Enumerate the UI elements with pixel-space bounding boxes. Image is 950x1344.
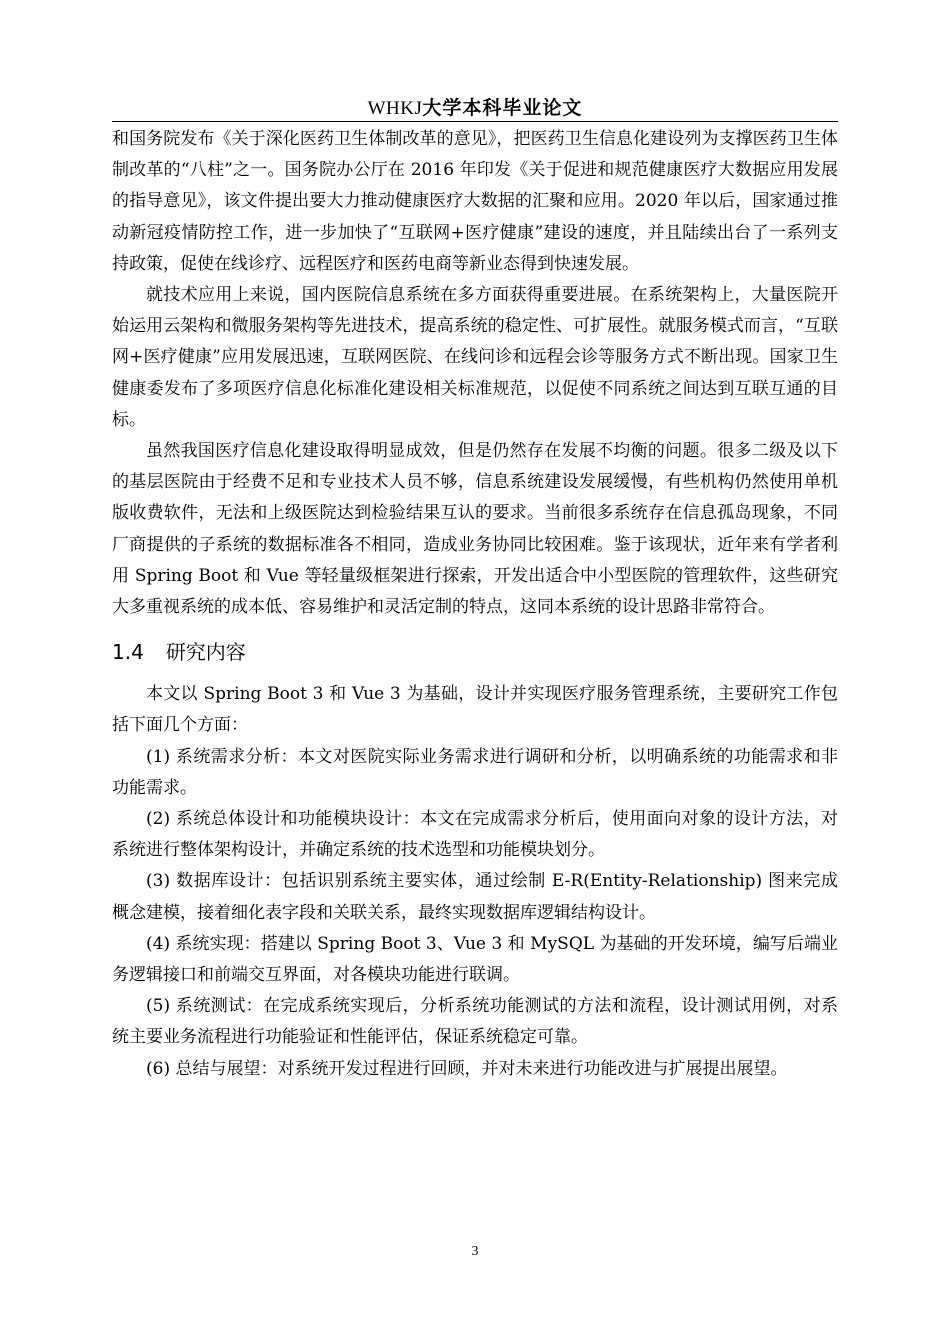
page-header [112,95,838,122]
list-item-summary: (6) 总结与展望：对系统开发过程进行回顾，并对未来进行功能改进与扩展提出展望。 [146,1058,788,1079]
list-item-testing: (5) 系统测试：在完成系统实现后，分析系统功能测试的方法和流程，设计测试用例，对系统主要业务流程进行功能验证和性能评估，保证系统稳定可靠。 [112,996,838,1048]
section-title: 研究内容 [165,640,246,665]
paragraph-continuation: 和国务院发布《关于深化医药卫生体制改革的意见》，把医药卫生信息化建设列为支撑医药卫生体制改革的“八柱”之一。国务院办公厅在 2016 年印发《关于促进和规范健康医疗大数据应用发展的指导意见》，该文件提出要大力推动健康医疗大数据的汇聚和应用。2020 年以后，国家通过推动新冠疫情防控工作，进一步加快了“互联网+医疗健康”建设的速度，并且陆续出台了一系列支持政策，促使在线诊疗、远程医疗和医药电商等新业态得到快速发展。 [112,129,838,274]
paragraph-tech-application: 就技术应用上来说，国内医院信息系统在多方面获得重要进展。在系统架构上，大量医院开始运用云架构和微服务架构等先进技术，提高系统的稳定性、可扩展性。就服务模式而言，“互联网+医疗健康”应用发展迅速，互联网医院、在线问诊和远程会诊等服务方式不断出现。国家卫生健康委发布了多项医疗信息化标准化建设相关标准规范，以促使不同系统之间达到互联互通的目标。 [112,285,838,430]
list-item-implementation: (4) 系统实现：搭建以 Spring Boot 3、Vue 3 和 MySQL 为基础的开发环境，编写后端业务逻辑接口和前端交互界面，对各模块功能进行联调。 [112,933,838,986]
list-item-design: (2) 系统总体设计和功能模块设计：本文在完成需求分析后，使用面向对象的设计方法，对系统进行整体架构设计，并确定系统的技术选型和功能模块划分。 [112,809,838,861]
header-title: 大学本科毕业论文 [422,97,583,119]
paragraph-intro: 本文以 Spring Boot 3 和 Vue 3 为基础，设计并实现医疗服务管理系统，主要研究工作包括下面几个方面： [112,684,838,736]
page-body [112,124,838,1085]
list-item-requirements: (1) 系统需求分析：本文对医院实际业务需求进行调研和分析，以明确系统的功能需求和非功能需求。 [112,746,838,798]
header-prefix: WHKJ [367,98,423,119]
page-number: 3 [471,1244,479,1259]
section-number: 1.4 [112,640,144,665]
paragraph-imbalance: 虽然我国医疗信息化建设取得明显成效，但是仍然存在发展不均衡的问题。很多二级及以下的基层医院由于经费不足和专业技术人员不够，信息系统建设发展缓慢，有些机构仍然使用单机版收费软件，无法和上级医院达到检验结果互认的要求。当前很多系统存在信息孤岛现象，不同厂商提供的子系统的数据标准各不相同，造成业务协同比较困难。鉴于该现状，近年来有学者利用 Spring Boot 和 Vue 等轻量级框架进行探索，开发出适合中小型医院的管理软件，这些研究大多重视系统的成本低、容易维护和灵活定制的特点，这同本系统的设计思路非常符合。 [112,441,838,618]
list-item-database: (3) 数据库设计：包括识别系统主要实体，通过绘制 E-R(Entity-Relationship) 图来完成概念建模，接着细化表字段和关联关系，最终实现数据库逻辑结构设计。 [112,871,838,923]
section-heading [112,635,838,669]
